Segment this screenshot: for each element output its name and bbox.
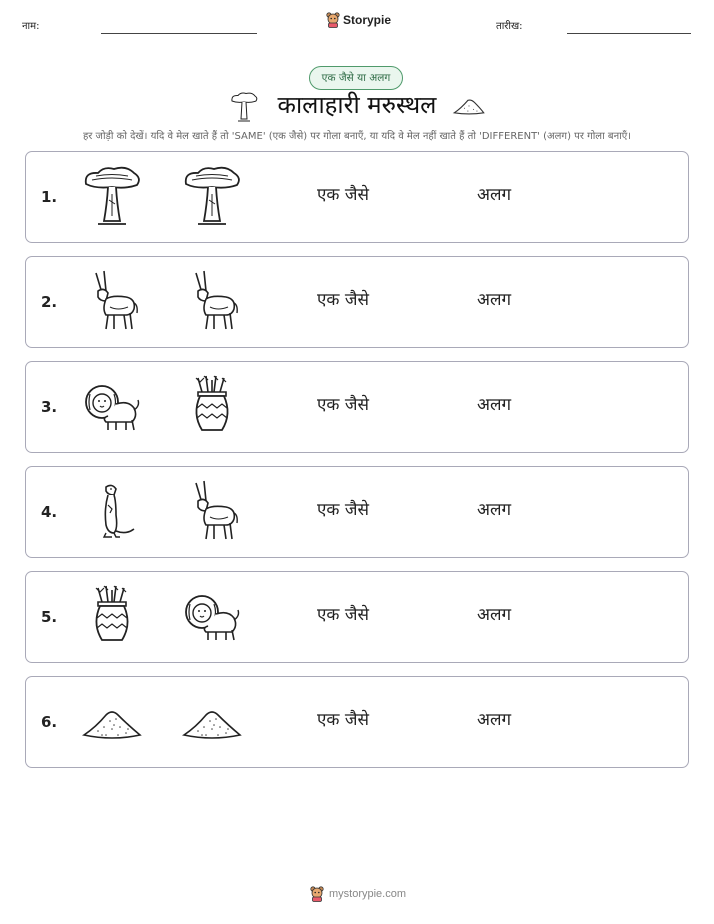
date-line[interactable] xyxy=(567,33,691,34)
question-number: 3. xyxy=(41,398,58,416)
question-row xyxy=(25,256,689,348)
footer-site: mystorypie.com xyxy=(329,888,407,900)
basket-pot-icon xyxy=(182,374,242,438)
basket-pot-icon xyxy=(82,584,142,648)
option-different[interactable]: अलग xyxy=(477,710,512,730)
name-line[interactable] xyxy=(101,33,257,34)
option-same[interactable]: एक जैसे xyxy=(317,185,369,205)
footer xyxy=(310,886,406,902)
meerkat-icon xyxy=(82,479,142,543)
option-same[interactable]: एक जैसे xyxy=(317,395,369,415)
question-row xyxy=(25,466,689,558)
sand-pile-icon xyxy=(182,689,242,753)
lion-icon xyxy=(82,374,142,438)
option-different[interactable]: अलग xyxy=(477,605,512,625)
brand-logo xyxy=(326,12,391,28)
question-number: 5. xyxy=(41,608,58,626)
option-different[interactable]: अलग xyxy=(477,395,512,415)
option-same[interactable]: एक जैसे xyxy=(317,290,369,310)
option-same[interactable]: एक जैसे xyxy=(317,710,369,730)
option-different[interactable]: अलग xyxy=(477,290,512,310)
baobab-tree-icon xyxy=(182,164,242,228)
sand-pile-icon xyxy=(452,95,486,121)
bear-icon xyxy=(326,12,340,28)
question-row xyxy=(25,151,689,243)
option-different[interactable]: अलग xyxy=(477,185,512,205)
question-number: 1. xyxy=(41,188,58,206)
lion-icon xyxy=(182,584,242,648)
page-title: कालाहारी मरुस्थल xyxy=(277,91,437,119)
question-row xyxy=(25,361,689,453)
question-row xyxy=(25,571,689,663)
gemsbok-icon xyxy=(182,269,242,333)
option-same[interactable]: एक जैसे xyxy=(317,500,369,520)
instructions: हर जोड़ी को देखें। यदि वे मेल खाते हैं तो 'SAME' (एक जैसे) पर गोला बनाएँ, या यदि वे मेल नहीं खाते हैं तो 'DIFFERENT' (अलग) पर गोला बनाएँ। xyxy=(82,131,632,142)
brand-name: Storypie xyxy=(343,13,392,27)
worksheet-type-badge: एक जैसे या अलग xyxy=(309,66,403,90)
option-different[interactable]: अलग xyxy=(477,500,512,520)
question-row xyxy=(25,676,689,768)
question-number: 2. xyxy=(41,293,58,311)
question-number: 6. xyxy=(41,713,58,731)
gemsbok-icon xyxy=(82,269,142,333)
gemsbok-icon xyxy=(182,479,242,543)
bear-icon xyxy=(310,886,324,902)
baobab-tree-icon xyxy=(82,164,142,228)
name-label: नाम: xyxy=(22,21,40,32)
question-number: 4. xyxy=(41,503,58,521)
date-label: तारीख: xyxy=(496,21,523,32)
sand-pile-icon xyxy=(82,689,142,753)
option-same[interactable]: एक जैसे xyxy=(317,605,369,625)
